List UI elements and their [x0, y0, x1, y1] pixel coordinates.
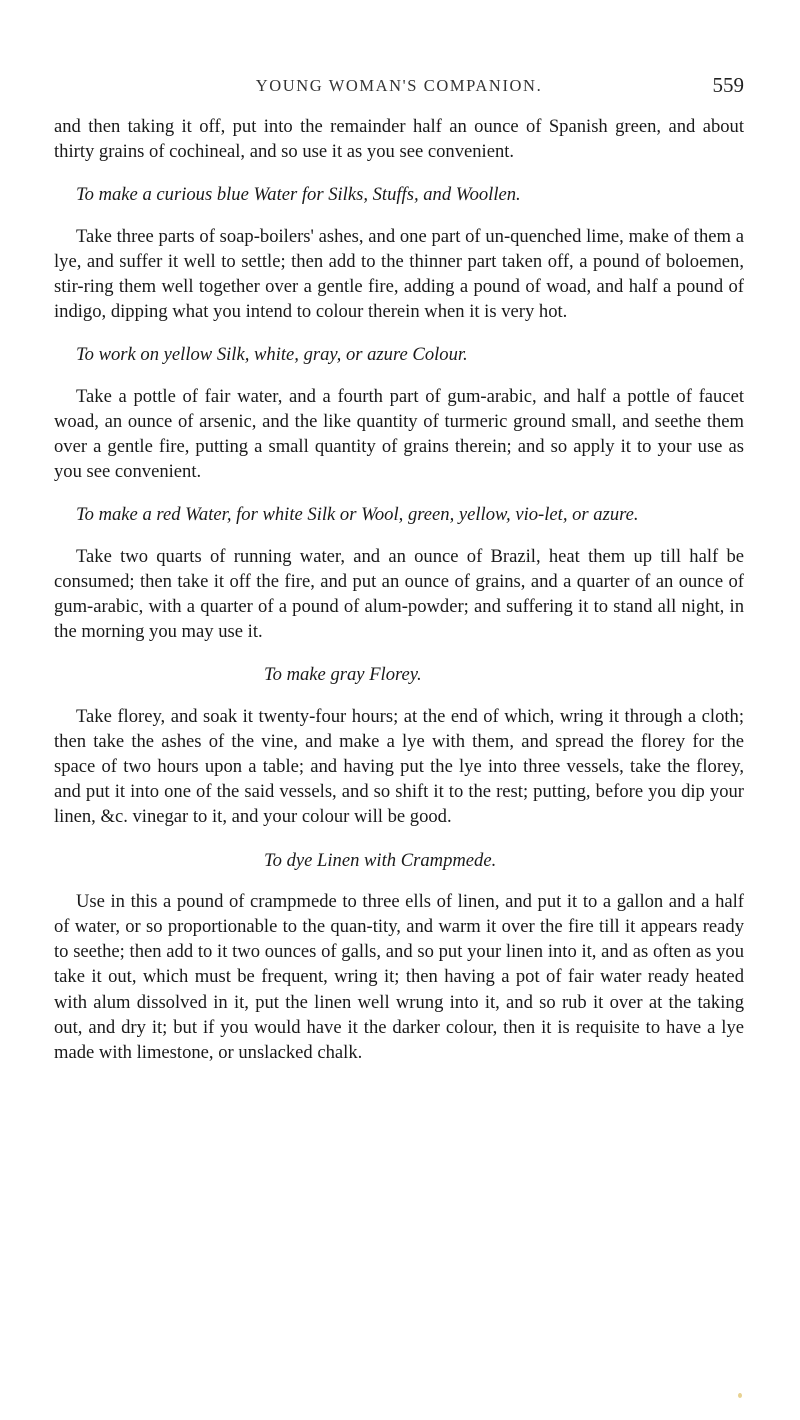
paragraph-continuation: and then taking it off, put into the remainder half an ounce of Spanish green, and about thirty grains of cochineal, and so use it as you see convenient. — [54, 116, 744, 163]
body-text — [54, 114, 744, 1065]
heading-blue-water: To make a curious blue Water for Silks, Stuffs, and Woollen. — [76, 184, 521, 206]
heading-dye-linen: To dye Linen with Crampmede. — [264, 849, 497, 871]
paragraph-yellow-silk: Take a pottle of fair water, and a fourth part of gum-arabic, and half a pottle of faucet woad, an ounce of arsenic, and the like quantity of turmeric ground small, and seethe them over a gentle fire, putting a small quantity of grains therein; and so apply it to your use as you see convenient. — [54, 385, 744, 483]
paragraph-gray-florey: Take florey, and soak it twenty-four hours; at the end of which, wring it through a cloth; then take the ashes of the vine, and make a lye with them, and spread the florey for the space of two hours upon a table; and having put the lye into three vessels, take the florey, and put it into one of the said vessels, and so shift it to the rest; putting, before you dip your linen, &c. vinegar to it, and your colour will be good. — [54, 705, 744, 828]
book-page — [54, 0, 744, 1420]
paragraph-dye-linen: Use in this a pound of crampmede to three ells of linen, and put it to a gallon and a half of water, or so proportionable to the quan-tity, and warm it over the fire till it appears ready to seethe; then add to it two ounces of galls, and so put your linen into it, and as often as you take it out, which must be frequent, wring it; then having a pot of fair water ready heated with alum dissolved in it, put the linen well wrung into it, and so rub it over at the taking out, and dry it; but if you would have it the darker colour, then it is requisite to have a lye made with limestone, or unslacked chalk. — [54, 890, 744, 1064]
running-title: YOUNG WOMAN'S COMPANION. — [255, 76, 543, 95]
paper-spot — [738, 1393, 742, 1398]
running-header — [54, 73, 744, 100]
heading-gray-florey: To make gray Florey. — [264, 664, 422, 686]
paragraph-red-water: Take two quarts of running water, and an ounce of Brazil, heat them up till half be consumed; then take it off the fire, and put an ounce of grains, and a quarter of an ounce of gum-arabic, with a quarter of a pound of alum-powder; and suffering it to stand all night, in the morning you may use it. — [54, 545, 744, 643]
heading-red-water: To make a red Water, for white Silk or Wool, green, yellow, vio-let, or azure. — [76, 504, 639, 526]
heading-yellow-silk: To work on yellow Silk, white, gray, or azure Colour. — [76, 344, 468, 366]
paragraph-blue-water: Take three parts of soap-boilers' ashes, and one part of un-quenched lime, make of them a lye, and suffer it well to settle; then add to the thinner part taken off, a pound of boloemen, stir-ring them well together over a gentle fire, adding a pound of woad, and half a pound of indigo, dipping what you intend to colour therein when it is very hot. — [54, 225, 744, 323]
page-number: 559 — [712, 73, 744, 97]
